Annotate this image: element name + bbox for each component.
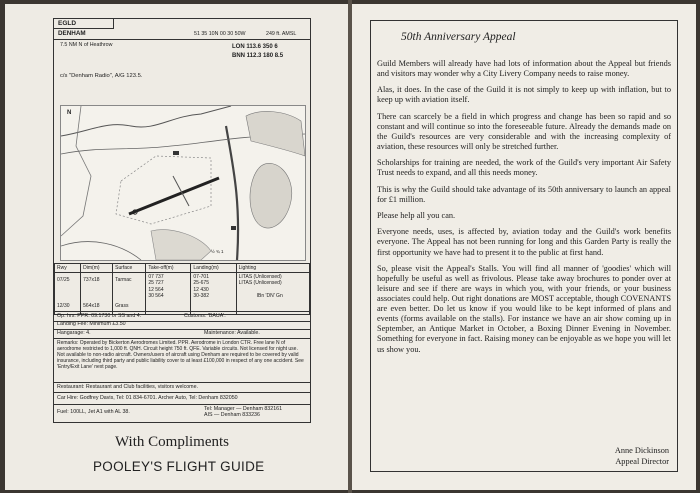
icao-code: EGLD: [54, 19, 114, 29]
fuel-row: [54, 404, 310, 422]
runway-table-header: [55, 264, 310, 273]
flight-guide-title: POOLEY'S FLIGHT GUIDE: [93, 459, 265, 474]
paragraph: There can scarcely be a field in which progress and change has been so rapid and so constant and will continue so into the foreseeable future. Already the demands made on the Guild's resources are very considerable and with the increasing complexity of aviation, these resources will only be stretched further.: [377, 111, 671, 152]
field-boundary: [61, 106, 91, 236]
map-drawing: [61, 106, 305, 260]
takeoff-cell: 07 737 25 727 12 564 30 564: [146, 273, 191, 315]
runway-07-25: [129, 178, 219, 214]
map-scale: ½ ¾ 1: [211, 249, 224, 254]
paragraph: This is why the Guild should take advantage of its 50th anniversary to launch an appeal for £1 million.: [377, 184, 671, 204]
airfield-name: DENHAM: [58, 30, 86, 37]
header-rwy: Rwy: [55, 264, 81, 273]
header-takeoff: Take-off(m): [146, 264, 191, 273]
elevation: 249 ft. AMSL: [266, 31, 297, 37]
paragraph: Guild Members will already have had lots of information about the Appeal but friends and visitors may wonder why a City Livery Company needs to raise money.: [377, 59, 671, 79]
restaurant: Restaurant: Restaurant and Club facilities, visitors welcome.: [57, 384, 199, 390]
north-arrow-icon: N: [67, 110, 72, 116]
remarks: Remarks: Operated by Bickerton Aerodromes Limited. PPR. Aerodrome in London CTR. Free lane N of aerodrome restricted to 1,000 ft. QNH. Circuit height 750 ft. QFE. Variable circuits. Not licensed for night use. Not available to non-radio aircraft. Owners/users of aircraft using Denham are required to be covered by valid insurance, including third party and public liability cover to at least £100,000 in respect of any one accident. See 'Entry/Exit Lane' next page.: [57, 340, 304, 370]
compliments-text: With Compliments: [115, 434, 229, 450]
paragraph: So, please visit the Appeal's Stalls. You will find all manner of 'goodies' which will hopefully be useful as well as frivolous. Please take away brochures to ponder over at leisure and see if there are ways in which you, with your friends, or your business associates could help. Out right donations are MOST acceptable, though COVENANTS are even better. Do let us know if you would like to be kept informed of plans and events (forms available on the stalls). For instance we have an air show coming up in September, an Antique Market in October, a Boxing Dinner Evening in November. Something for everyone in fact. Raising money can be enjoyable as we hope you will let us show you.: [377, 263, 671, 354]
wood-area: [151, 230, 211, 260]
hangarage: Hangarage: 4.: [57, 330, 91, 336]
surface-cell: Tarmac Grass: [113, 273, 146, 315]
header-dim: Dim(m): [81, 264, 113, 273]
customs: Customs: 'BAUA'.: [184, 313, 226, 319]
paragraph: Alas, it does. In the case of the Guild it is not simply to keep up with inflation, but to keep up with aviation itself.: [377, 85, 671, 105]
table-row: [55, 273, 310, 315]
landing-cell: 07-701 25-675 12 430 30-382: [191, 273, 236, 315]
building: [231, 226, 236, 230]
header-lighting: Lighting: [236, 264, 309, 273]
signature-name: Anne Dickinson: [614, 446, 669, 455]
maintenance: Maintenance: Available.: [204, 330, 260, 336]
radio-callsign: c/s "Denham Radio", A/G 123.5.: [60, 73, 143, 79]
lon-beacon: LON 113.6 350 6: [232, 44, 278, 50]
paragraph: Everyone needs, uses, is affected by, aviation today and the Guild's work benefits everyone. The Appeal has not been running for long and this Garden Party is really the first opportunity we have had to present it to the public at first hand.: [377, 227, 671, 257]
op-hours: Op. hrs: PPR. 09.1730 or SS and 4.: [57, 313, 142, 319]
wood-area: [250, 163, 292, 228]
aerodrome-map: [60, 105, 306, 261]
header-surface: Surface: [113, 264, 146, 273]
telephone: Tel: Manager — Denham 832161 AIS — Denham 833236: [204, 406, 283, 418]
building: [173, 151, 179, 155]
lighting-cell: LITAS (Unlicensed) LITAS (Unlicensed) IBn 'DN' Gn: [236, 273, 309, 315]
dim-cell: 737x18 564x18: [81, 273, 113, 315]
letter-body: [377, 59, 671, 361]
airfield-card: [53, 18, 311, 423]
wood-area: [246, 111, 305, 156]
car-hire: Car Hire: Godfrey Davis, Tel: 01 834-6701. Archer Auto, Tel: Denham 832050: [57, 395, 238, 401]
left-page: [5, 4, 348, 490]
airfield-header-row: [54, 29, 310, 40]
paragraph: Please help all you can.: [377, 211, 456, 221]
runway-table: [54, 263, 310, 315]
bnn-beacon: BNN 112.3 180 8.5: [232, 53, 284, 59]
paragraph: Scholarships for training are needed, the work of the Guild's very important Air Safety Trust needs to expand, and all this needs money.: [377, 158, 671, 178]
landing-fee: Landing Fee: Minimum £3.50: [57, 321, 126, 327]
signature-block: [615, 446, 669, 467]
rail-line: [61, 242, 141, 260]
letter-title: 50th Anniversary Appeal: [401, 31, 516, 43]
signature-title: Appeal Director: [615, 456, 669, 466]
header-landing: Landing(m): [191, 264, 236, 273]
right-page: [352, 4, 696, 490]
road-line: [61, 106, 231, 136]
rwy-cell: 07/25 12/30: [55, 273, 81, 315]
coordinates: 51 35 10N 00 30 50W: [194, 31, 246, 37]
location-note: 7.5 NM N of Heathrow: [60, 42, 113, 48]
appeal-letter: [370, 20, 678, 472]
fuel: Fuel: 100LL, Jet A1 with AL 38.: [57, 409, 130, 415]
main-road: [226, 126, 238, 260]
remarks-row: [54, 338, 310, 383]
